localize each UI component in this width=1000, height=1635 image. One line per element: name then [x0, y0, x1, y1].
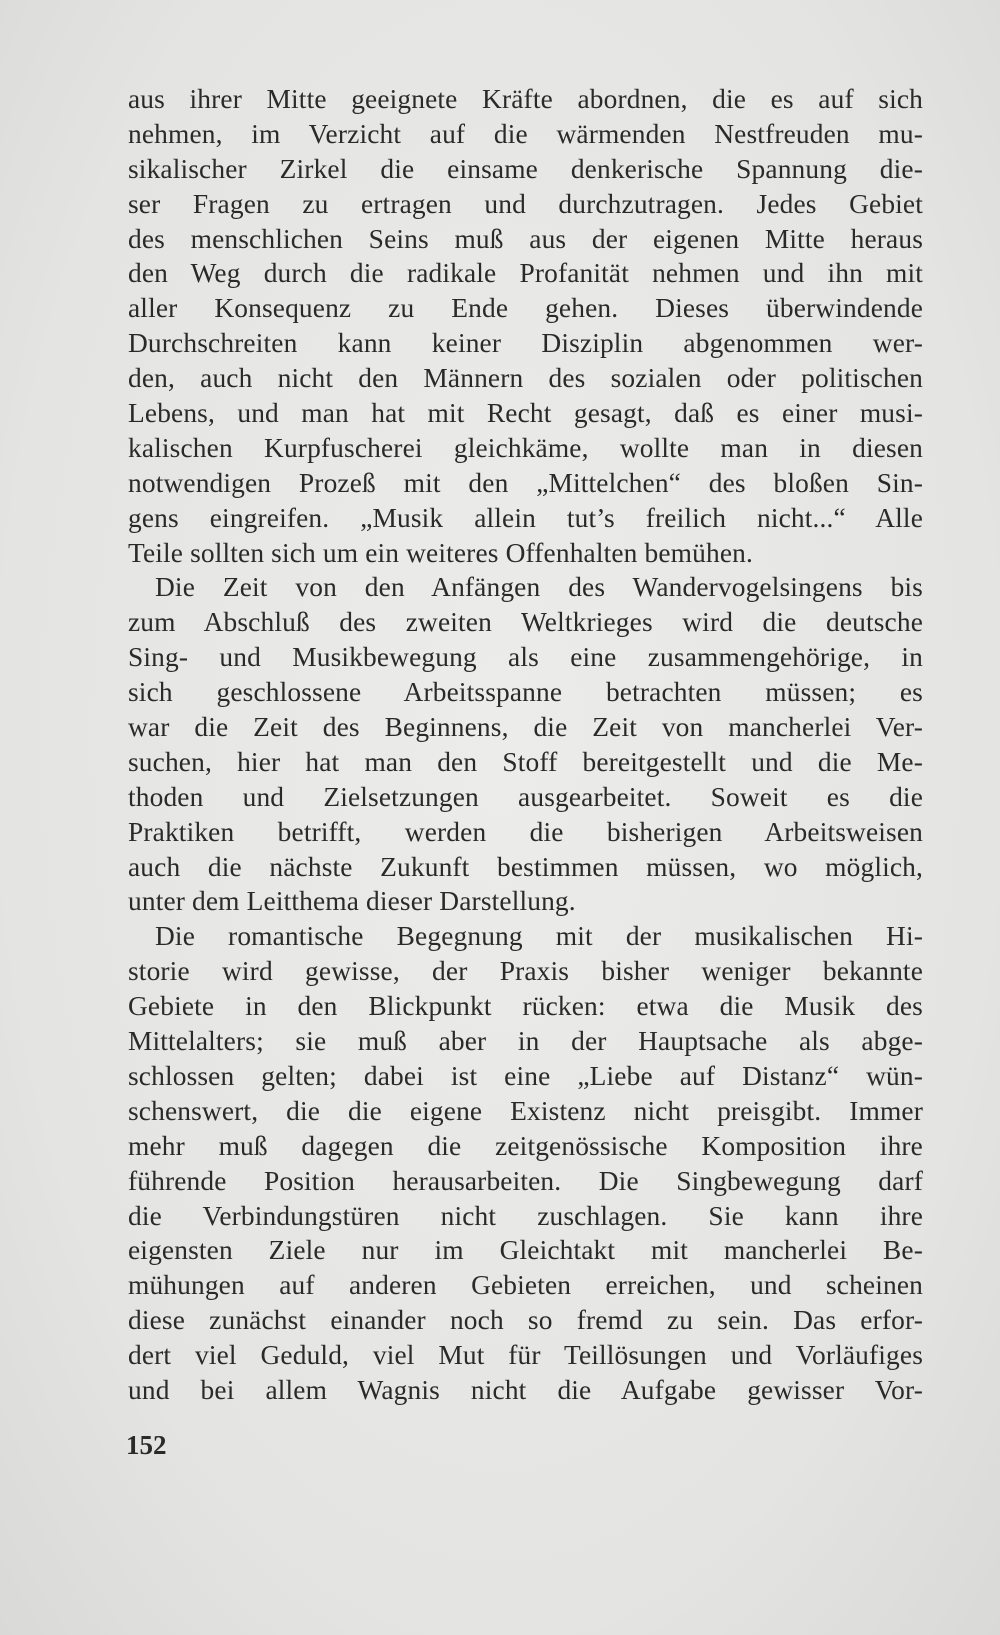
page-number: 152 [126, 1430, 167, 1460]
text-line: Durchschreiten kann keiner Disziplin abgenommen wer- [128, 328, 923, 359]
text-line: kalischen Kurpfuscherei gleichkäme, wollte man in diesen [128, 432, 923, 463]
text-line: mehr muß dagegen die zeitgenössische Komposition ihre [128, 1130, 923, 1161]
text-line: schenswert, die die eigene Existenz nicht preisgibt. Immer [128, 1095, 923, 1126]
text-line: thoden und Zielsetzungen ausgearbeitet. Soweit es die [128, 781, 923, 812]
text-line: ser Fragen zu ertragen und durchzutragen. Jedes Gebiet [128, 188, 923, 219]
text-line: diese zunächst einander noch so fremd zu sein. Das erfor- [128, 1305, 923, 1336]
text-line: Sing- und Musikbewegung als eine zusammengehörige, in [128, 642, 923, 673]
body-text [128, 82, 923, 1408]
text-line: Lebens, und man hat mit Recht gesagt, daß es einer musi- [128, 398, 923, 429]
text-line: mühungen auf anderen Gebieten erreichen, und scheinen [128, 1270, 923, 1301]
text-line: eigensten Ziele nur im Gleichtakt mit mancherlei Be- [128, 1235, 923, 1266]
text-line: dert viel Geduld, viel Mut für Teillösungen und Vorläufiges [128, 1340, 923, 1371]
text-line: aus ihrer Mitte geeignete Kräfte abordnen, die es auf sich [128, 84, 923, 114]
text-line: führende Position herausarbeiten. Die Singbewegung darf [128, 1165, 923, 1196]
text-line: nehmen, im Verzicht auf die wärmenden Nestfreuden mu- [128, 118, 923, 149]
text-line: zum Abschluß des zweiten Weltkrieges wird die deutsche [128, 607, 923, 638]
text-line: Gebiete in den Blickpunkt rücken: etwa die Musik des [128, 991, 923, 1022]
text-line: die Verbindungstüren nicht zuschlagen. Sie kann ihre [128, 1200, 923, 1231]
text-line: storie wird gewisse, der Praxis bisher weniger bekannte [128, 956, 923, 987]
text-line: suchen, hier hat man den Stoff bereitgestellt und die Me- [128, 746, 923, 777]
text-line: notwendigen Prozeß mit den „Mittelchen“ des bloßen Sin- [128, 467, 923, 498]
text-line: den, auch nicht den Männern des sozialen oder politischen [128, 363, 923, 394]
text-line: auch die nächste Zukunft bestimmen müssen, wo möglich, [128, 851, 923, 882]
text-line: Die romantische Begegnung mit der musikalischen Hi- [155, 921, 923, 952]
text-line: Teile sollten sich um ein weiteres Offenhalten bemühen. [128, 537, 753, 568]
text-line: gens eingreifen. „Musik allein tut’s freilich nicht...“ Alle [128, 502, 923, 533]
text-line: des menschlichen Seins muß aus der eigenen Mitte heraus [128, 223, 923, 254]
text-line: schlossen gelten; dabei ist eine „Liebe auf Distanz“ wün- [128, 1060, 923, 1091]
text-line: und bei allem Wagnis nicht die Aufgabe gewisser Vor- [128, 1374, 923, 1405]
text-line: sich geschlossene Arbeitsspanne betrachten müssen; es [128, 677, 923, 708]
text-line: aller Konsequenz zu Ende gehen. Dieses überwindende [128, 293, 923, 324]
text-line: Praktiken betrifft, werden die bisherigen Arbeitsweisen [128, 816, 923, 847]
text-line: den Weg durch die radikale Profanität nehmen und ihn mit [128, 258, 923, 289]
text-line: unter dem Leitthema dieser Darstellung. [128, 886, 576, 917]
text-line: Mittelalters; sie muß aber in der Hauptsache als abge- [128, 1026, 923, 1057]
text-line: Die Zeit von den Anfängen des Wandervogelsingens bis [155, 572, 923, 603]
text-line: war die Zeit des Beginnens, die Zeit von mancherlei Ver- [128, 712, 923, 743]
text-line: sikalischer Zirkel die einsame denkerische Spannung die- [128, 153, 923, 184]
